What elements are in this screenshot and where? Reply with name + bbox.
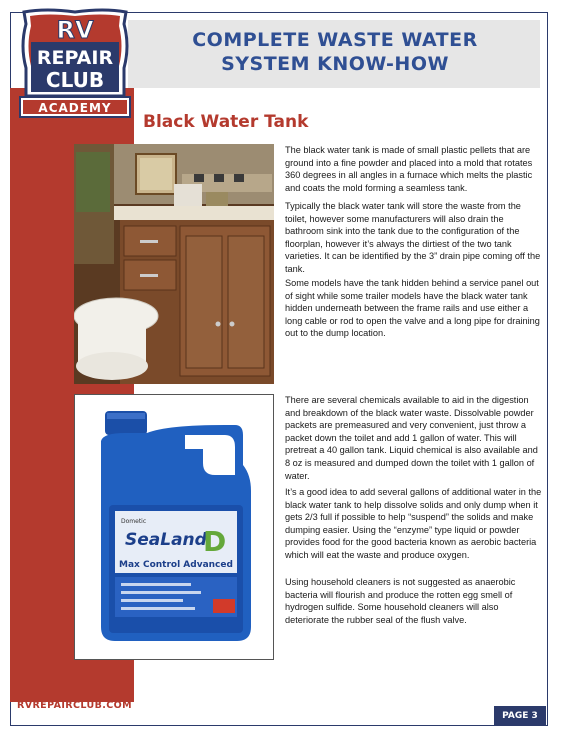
logo-text-club: CLUB (45, 68, 105, 92)
product-brand: Dometic (121, 518, 147, 525)
paragraph-tank-construction: The black water tank is made of small plastic pellets that are ground into a fine powder and placed into a mold that rotates 360 degrees in all angles in a furnace which melts the plastic and coats the mold forming a seamless tank. (285, 145, 533, 193)
logo-text-academy: ACADEMY (38, 101, 112, 115)
paragraph-additional-water: It’s a good idea to add several gallons of additional water in the black water tank to help dissolve solids and only dump when it gets 2/3 full if possible to help “suspend” the solids and make dumping easier. Using the “enzyme” type liquid or powder provides food for the good bacteria known as aerobic bacteria which will eat the waste and produce oxygen. (285, 487, 542, 560)
rv-repair-club-logo (16, 6, 134, 122)
product-name-suffix: D (203, 525, 227, 558)
bathroom-photo (74, 144, 274, 384)
paragraph-household-cleaners: Using household cleaners is not suggested as anaerobic bacteria will flourish and produce the rotten egg smell of hydrogen sulfide. Some household cleaners will also deteriorate the rubber seal of the flush valve. (285, 577, 516, 625)
page-number-badge: PAGE 3 (494, 706, 546, 726)
title-line-1: COMPLETE WASTE WATER (192, 29, 478, 51)
product-name: SeaLand (125, 530, 207, 550)
paragraph-chemicals: There are several chemicals available to aid in the digestion and breakdown of the black water waste. Dissolvable powder packets are premeasured and very convenient, just throw a packet down the toilet and add 1 gallon of water. This will pretreat a 40 gallon tank. Liquid chemical is also available and 8 oz is measured and dumped down the toilet with 1 gallon of water. (285, 395, 538, 481)
product-subtitle: Max Control Advanced (119, 560, 233, 570)
title-line-2: SYSTEM KNOW-HOW (221, 53, 449, 75)
paragraph-tank-contents: Typically the black water tank will store the waste from the toilet, however some manufacturers will also drain the bathroom sink into the tank due to the configuration of the floorplan, however it’s always the dirtiest of the two tank varieties. It can be identified by the 3” drain pipe coming off the tank. (285, 201, 541, 274)
logo-text-rv: RV (56, 16, 94, 44)
logo-text-repair: REPAIR (36, 47, 114, 69)
paragraph-tank-location: Some models have the tank hidden behind a service panel out of sight while some trailer models have the black water tank hidden underneath between the frame rails and use either a long cable or rod to open the valve and a long pipe for draining out to the dump location. (285, 278, 540, 339)
page-title (140, 28, 530, 76)
website-link[interactable]: RVREPAIRCLUB.COM (17, 700, 132, 711)
section-heading: Black Water Tank (143, 112, 309, 132)
sealand-product-photo (74, 394, 274, 660)
